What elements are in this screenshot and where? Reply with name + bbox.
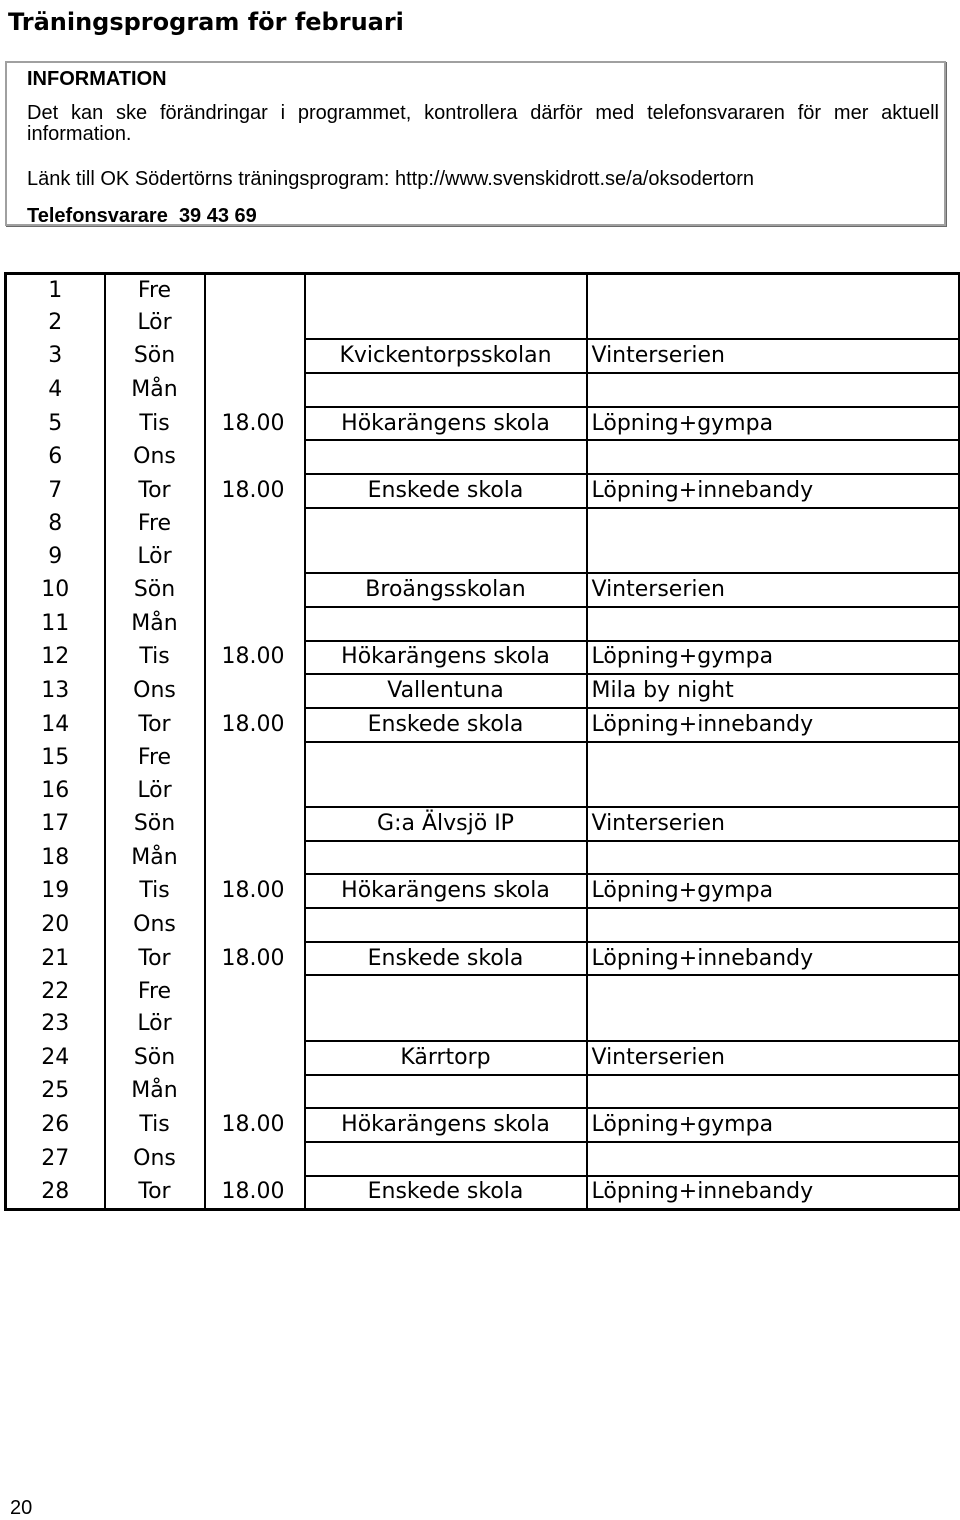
weekday-cell: Lör	[105, 307, 205, 340]
schedule-row	[6, 407, 960, 441]
phone-number: 39 43 69	[178, 205, 257, 227]
weekday-cell: Tor	[105, 708, 205, 742]
weekday-cell: Sön	[105, 573, 205, 607]
day-cell: 28	[6, 1176, 105, 1210]
day-cell: 26	[6, 1108, 105, 1142]
schedule-row	[6, 474, 960, 508]
schedule-row	[6, 1041, 960, 1075]
weekday-cell: Fre	[105, 742, 205, 775]
time-cell	[205, 607, 305, 641]
schedule-row	[6, 807, 960, 841]
day-cell: 13	[6, 674, 105, 708]
place-cell	[305, 373, 587, 407]
weekday-cell: Ons	[105, 908, 205, 942]
place-cell	[305, 774, 587, 807]
weekday-cell: Tor	[105, 1176, 205, 1210]
weekday-cell: Tis	[105, 874, 205, 908]
place-cell	[305, 742, 587, 775]
activity-cell: Vinterserien	[587, 1041, 960, 1075]
day-cell: 9	[6, 541, 105, 574]
schedule-row	[6, 1176, 960, 1210]
day-cell: 18	[6, 841, 105, 875]
weekday-cell: Ons	[105, 674, 205, 708]
information-heading: INFORMATION	[27, 68, 167, 90]
activity-cell	[587, 774, 960, 807]
schedule-row	[6, 1108, 960, 1142]
time-cell	[205, 541, 305, 574]
place-cell: Broängsskolan	[305, 573, 587, 607]
schedule-row	[6, 373, 960, 407]
activity-cell	[587, 1075, 960, 1109]
time-cell	[205, 1041, 305, 1075]
activity-cell	[587, 373, 960, 407]
phone-label: Telefonsvarare	[27, 205, 168, 227]
schedule-row	[6, 274, 960, 307]
activity-cell: Löpning+innebandy	[587, 942, 960, 976]
day-cell: 14	[6, 708, 105, 742]
weekday-cell: Sön	[105, 339, 205, 373]
place-cell	[305, 508, 587, 541]
activity-cell	[587, 1008, 960, 1041]
day-cell: 20	[6, 908, 105, 942]
weekday-cell: Lör	[105, 1008, 205, 1041]
day-cell: 25	[6, 1075, 105, 1109]
place-cell	[305, 1075, 587, 1109]
place-cell	[305, 975, 587, 1008]
day-cell: 24	[6, 1041, 105, 1075]
schedule-row	[6, 573, 960, 607]
place-cell	[305, 908, 587, 942]
activity-cell: Vinterserien	[587, 573, 960, 607]
weekday-cell: Lör	[105, 774, 205, 807]
day-cell: 10	[6, 573, 105, 607]
time-cell: 18.00	[205, 474, 305, 508]
activity-cell: Löpning+innebandy	[587, 1176, 960, 1210]
activity-cell	[587, 975, 960, 1008]
link-label: Länk till OK Södertörns träningsprogram:	[27, 168, 390, 190]
activity-cell: Vinterserien	[587, 807, 960, 841]
place-cell: Hökarängens skola	[305, 641, 587, 675]
weekday-cell: Tis	[105, 641, 205, 675]
weekday-cell: Tis	[105, 407, 205, 441]
time-cell	[205, 908, 305, 942]
time-cell	[205, 1008, 305, 1041]
place-cell: G:a Älvsjö IP	[305, 807, 587, 841]
schedule-row	[6, 1142, 960, 1176]
weekday-cell: Sön	[105, 807, 205, 841]
day-cell: 8	[6, 508, 105, 541]
time-cell	[205, 1142, 305, 1176]
schedule-row	[6, 674, 960, 708]
day-cell: 4	[6, 373, 105, 407]
phone-line	[27, 203, 257, 229]
weekday-cell: Lör	[105, 541, 205, 574]
day-cell: 23	[6, 1008, 105, 1041]
activity-cell: Löpning+innebandy	[587, 474, 960, 508]
training-program-link-line	[27, 166, 754, 192]
weekday-cell: Tis	[105, 1108, 205, 1142]
day-cell: 22	[6, 975, 105, 1008]
time-cell	[205, 975, 305, 1008]
weekday-cell: Fre	[105, 975, 205, 1008]
day-cell: 19	[6, 874, 105, 908]
activity-cell: Löpning+innebandy	[587, 708, 960, 742]
weekday-cell: Sön	[105, 1041, 205, 1075]
schedule-row	[6, 908, 960, 942]
day-cell: 1	[6, 274, 105, 307]
place-cell: Hökarängens skola	[305, 407, 587, 441]
activity-cell	[587, 274, 960, 307]
training-program-link[interactable]: http://www.svenskidrott.se/a/oksodertorn	[394, 168, 755, 190]
schedule-row	[6, 440, 960, 474]
time-cell: 18.00	[205, 1108, 305, 1142]
schedule-row	[6, 508, 960, 541]
schedule-row	[6, 874, 960, 908]
time-cell	[205, 373, 305, 407]
schedule-body	[6, 274, 960, 1210]
activity-cell	[587, 607, 960, 641]
weekday-cell: Tor	[105, 942, 205, 976]
weekday-cell: Mån	[105, 373, 205, 407]
time-cell: 18.00	[205, 874, 305, 908]
time-cell: 18.00	[205, 641, 305, 675]
time-cell	[205, 807, 305, 841]
schedule-table	[4, 272, 960, 1211]
day-cell: 3	[6, 339, 105, 373]
information-box	[5, 61, 946, 226]
activity-cell: Mila by night	[587, 674, 960, 708]
place-cell: Hökarängens skola	[305, 1108, 587, 1142]
activity-cell: Löpning+gympa	[587, 641, 960, 675]
weekday-cell: Tor	[105, 474, 205, 508]
weekday-cell: Ons	[105, 1142, 205, 1176]
weekday-cell: Ons	[105, 440, 205, 474]
day-cell: 27	[6, 1142, 105, 1176]
day-cell: 12	[6, 641, 105, 675]
time-cell: 18.00	[205, 1176, 305, 1210]
schedule-row	[6, 774, 960, 807]
day-cell: 15	[6, 742, 105, 775]
activity-cell	[587, 1142, 960, 1176]
page-number: 20	[10, 1497, 33, 1519]
time-cell	[205, 440, 305, 474]
weekday-cell: Mån	[105, 1075, 205, 1109]
time-cell	[205, 339, 305, 373]
activity-cell	[587, 908, 960, 942]
page-title: Träningsprogram för februari	[8, 8, 404, 36]
time-cell	[205, 274, 305, 307]
weekday-cell: Fre	[105, 274, 205, 307]
time-cell	[205, 307, 305, 340]
schedule-row	[6, 742, 960, 775]
schedule-row	[6, 641, 960, 675]
time-cell	[205, 841, 305, 875]
activity-cell: Löpning+gympa	[587, 874, 960, 908]
weekday-cell: Fre	[105, 508, 205, 541]
schedule-row	[6, 607, 960, 641]
place-cell: Enskede skola	[305, 474, 587, 508]
activity-cell	[587, 508, 960, 541]
schedule-row	[6, 307, 960, 340]
activity-cell	[587, 742, 960, 775]
activity-cell: Löpning+gympa	[587, 1108, 960, 1142]
place-cell: Hökarängens skola	[305, 874, 587, 908]
schedule-row	[6, 841, 960, 875]
activity-cell	[587, 541, 960, 574]
place-cell: Kvickentorpsskolan	[305, 339, 587, 373]
place-cell	[305, 307, 587, 340]
place-cell	[305, 1142, 587, 1176]
schedule-row	[6, 541, 960, 574]
place-cell	[305, 607, 587, 641]
day-cell: 7	[6, 474, 105, 508]
place-cell: Vallentuna	[305, 674, 587, 708]
time-cell	[205, 508, 305, 541]
day-cell: 16	[6, 774, 105, 807]
day-cell: 17	[6, 807, 105, 841]
place-cell: Enskede skola	[305, 708, 587, 742]
day-cell: 21	[6, 942, 105, 976]
place-cell: Enskede skola	[305, 1176, 587, 1210]
place-cell	[305, 841, 587, 875]
time-cell	[205, 774, 305, 807]
time-cell: 18.00	[205, 942, 305, 976]
day-cell: 6	[6, 440, 105, 474]
place-cell	[305, 541, 587, 574]
place-cell	[305, 440, 587, 474]
time-cell	[205, 573, 305, 607]
activity-cell	[587, 307, 960, 340]
day-cell: 5	[6, 407, 105, 441]
schedule-row	[6, 1075, 960, 1109]
time-cell	[205, 674, 305, 708]
schedule-row	[6, 1008, 960, 1041]
schedule-row	[6, 339, 960, 373]
time-cell: 18.00	[205, 407, 305, 441]
activity-cell	[587, 841, 960, 875]
schedule-row	[6, 942, 960, 976]
day-cell: 11	[6, 607, 105, 641]
time-cell	[205, 1075, 305, 1109]
time-cell	[205, 742, 305, 775]
place-cell: Enskede skola	[305, 942, 587, 976]
activity-cell	[587, 440, 960, 474]
weekday-cell: Mån	[105, 607, 205, 641]
schedule-row	[6, 708, 960, 742]
activity-cell: Vinterserien	[587, 339, 960, 373]
time-cell: 18.00	[205, 708, 305, 742]
activity-cell: Löpning+gympa	[587, 407, 960, 441]
weekday-cell: Mån	[105, 841, 205, 875]
schedule-row	[6, 975, 960, 1008]
day-cell: 2	[6, 307, 105, 340]
information-text: Det kan ske förändringar i programmet, kontrollera därför med telefonsvararen för mer aktuell information.	[27, 102, 939, 145]
place-cell: Kärrtorp	[305, 1041, 587, 1075]
place-cell	[305, 1008, 587, 1041]
place-cell	[305, 274, 587, 307]
